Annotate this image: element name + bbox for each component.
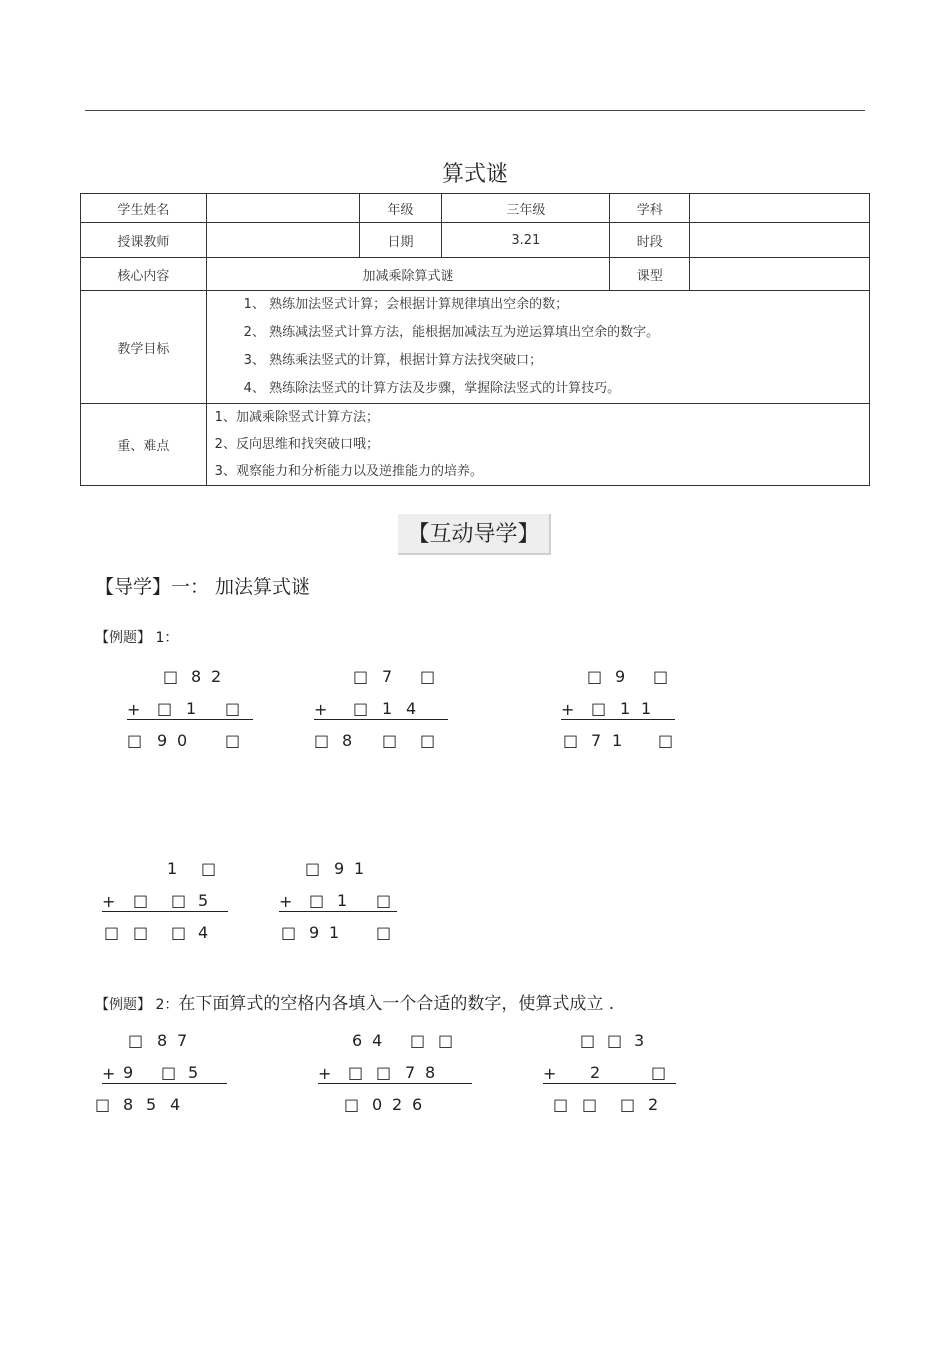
- puzzle-digit: □: [133, 891, 149, 910]
- puzzle-digit: 1: [329, 923, 340, 942]
- puzzle-digit: 1: [186, 699, 197, 718]
- puzzle-digit: □: [591, 699, 607, 718]
- puzzle-digit: □: [582, 1095, 598, 1114]
- puzzle-digit: 6: [352, 1031, 363, 1050]
- puzzle-digit: +: [543, 1064, 557, 1083]
- puzzle-digit: 2: [211, 667, 222, 686]
- puzzle-underline: [102, 911, 228, 912]
- example-1-heading: [95, 627, 178, 647]
- puzzle-digit: □: [201, 859, 217, 878]
- goal-item: 4、 熟练除法竖式的计算方法及步骤，掌握除法竖式的计算技巧。: [243, 381, 621, 396]
- puzzle-digit: □: [587, 667, 603, 686]
- puzzle-digit: □: [348, 1063, 364, 1082]
- puzzle-digit: 0: [372, 1095, 383, 1114]
- puzzle-digit: 1: [337, 891, 348, 910]
- puzzle-digit: □: [658, 731, 674, 750]
- puzzle-digit: 9: [123, 1063, 134, 1082]
- info-row-2: [81, 223, 870, 258]
- puzzle-digit: 7: [382, 667, 393, 686]
- lesson-subheading: 【导学】一： 加法算式谜: [95, 576, 311, 598]
- puzzle-digit: □: [410, 1031, 426, 1050]
- puzzle-digit: □: [382, 731, 398, 750]
- puzzle-digit: 3: [634, 1031, 645, 1050]
- puzzle-digit: 2: [590, 1063, 601, 1082]
- goal-item: 1、 熟练加法竖式计算；会根据计算规律填出空余的数；: [243, 297, 569, 312]
- period-cell: [690, 223, 870, 258]
- puzzle-digit: □: [171, 891, 187, 910]
- puzzle-digit: 1: [641, 699, 652, 718]
- goal-item: 3、 熟练乘法竖式的计算，根据计算方法找突破口；: [243, 353, 543, 368]
- puzzle-digit: 9: [157, 731, 168, 750]
- puzzle-digit: 4: [372, 1031, 383, 1050]
- puzzle-underline: [318, 1083, 472, 1084]
- puzzle-digit: □: [225, 731, 241, 750]
- puzzle-digit: 8: [157, 1031, 168, 1050]
- puzzle-digit: □: [353, 699, 369, 718]
- puzzle-digit: 5: [146, 1095, 157, 1114]
- info-row-keypoints: [81, 404, 870, 486]
- puzzle-digit: □: [376, 1063, 392, 1082]
- puzzle-digit: 7: [405, 1063, 416, 1082]
- example-2-label: 【例题】 2：: [95, 997, 179, 1013]
- puzzle-digit: 9: [309, 923, 320, 942]
- puzzle-digit: □: [376, 923, 392, 942]
- grade-value: 三年级: [442, 194, 610, 223]
- puzzle-digit: 1: [382, 699, 393, 718]
- grade-label: 年级: [359, 194, 442, 223]
- puzzle-digit: □: [420, 667, 436, 686]
- puzzle-digit: 4: [198, 923, 209, 942]
- puzzle-underline: [543, 1083, 676, 1084]
- puzzle-digit: □: [95, 1095, 111, 1114]
- core-content-value: 加减乘除算式谜: [206, 258, 610, 291]
- puzzle-digit: □: [104, 923, 120, 942]
- puzzle-digit: 0: [177, 731, 188, 750]
- example-1-label: 【例题】 1：: [95, 630, 179, 646]
- puzzle-digit: □: [563, 731, 579, 750]
- puzzle-digit: □: [653, 667, 669, 686]
- puzzle-digit: 2: [648, 1095, 659, 1114]
- teacher-cell: [206, 223, 359, 258]
- puzzle-digit: +: [102, 1064, 116, 1083]
- student-name-cell: [206, 194, 359, 223]
- puzzle-digit: □: [157, 699, 173, 718]
- puzzle-digit: □: [309, 891, 325, 910]
- lesson-info-table: [80, 193, 870, 486]
- section-title: 【互动导学】: [398, 514, 551, 555]
- puzzle-digit: 1: [612, 731, 623, 750]
- puzzle-digit: □: [161, 1063, 177, 1082]
- example-2-text: 在下面算式的空格内各填入一个合适的数字，使算式成立 .: [178, 994, 615, 1014]
- puzzle-digit: □: [128, 1031, 144, 1050]
- puzzle-digit: □: [281, 923, 297, 942]
- subject-cell: [690, 194, 870, 223]
- puzzle-digit: □: [607, 1031, 623, 1050]
- puzzle-digit: □: [620, 1095, 636, 1114]
- puzzle-digit: □: [651, 1063, 667, 1082]
- puzzle-digit: +: [314, 700, 328, 719]
- teaching-goals-label: 教学目标: [81, 291, 207, 404]
- puzzle-digit: 5: [198, 891, 209, 910]
- subject-label: 学科: [610, 194, 690, 223]
- puzzle-digit: 8: [123, 1095, 134, 1114]
- puzzle-digit: □: [553, 1095, 569, 1114]
- key-points-cell: [206, 404, 869, 486]
- teaching-goals-cell: [206, 291, 869, 404]
- puzzle-digit: 2: [392, 1095, 403, 1114]
- puzzle-digit: 8: [342, 731, 353, 750]
- key-points-label: 重、难点: [81, 404, 207, 486]
- puzzle-digit: □: [314, 731, 330, 750]
- puzzle-digit: 9: [334, 859, 345, 878]
- puzzle-underline: [279, 911, 397, 912]
- puzzle-digit: □: [305, 859, 321, 878]
- puzzle-digit: □: [133, 923, 149, 942]
- date-value: 3.21: [442, 223, 610, 258]
- puzzle-digit: +: [279, 892, 293, 911]
- puzzle-digit: 8: [425, 1063, 436, 1082]
- date-label: 日期: [359, 223, 442, 258]
- puzzle-digit: □: [420, 731, 436, 750]
- puzzle-digit: +: [318, 1064, 332, 1083]
- puzzle-digit: □: [127, 731, 143, 750]
- puzzle-digit: 4: [406, 699, 417, 718]
- puzzle-underline: [127, 719, 253, 720]
- puzzle-digit: 6: [412, 1095, 423, 1114]
- teacher-label: 授课教师: [81, 223, 207, 258]
- key-point-item: 1、加减乘除竖式计算方法；: [214, 410, 379, 425]
- puzzle-digit: □: [225, 699, 241, 718]
- puzzle-digit: 4: [170, 1095, 181, 1114]
- example-2-heading: [95, 989, 614, 1014]
- puzzle-digit: □: [376, 891, 392, 910]
- key-point-item: 2、反向思维和找突破口哦；: [214, 437, 379, 452]
- document-title: 算式谜: [441, 162, 508, 187]
- puzzle-digit: +: [127, 700, 141, 719]
- puzzle-digit: □: [163, 667, 179, 686]
- puzzle-digit: □: [580, 1031, 596, 1050]
- period-label: 时段: [610, 223, 690, 258]
- lesson-type-label: 课型: [610, 258, 690, 291]
- puzzle-digit: 1: [354, 859, 365, 878]
- puzzle-underline: [561, 719, 675, 720]
- puzzle-digit: □: [171, 923, 187, 942]
- puzzle-digit: 1: [167, 859, 178, 878]
- puzzle-digit: □: [344, 1095, 360, 1114]
- info-row-goals: [81, 291, 870, 404]
- puzzle-digit: +: [102, 892, 116, 911]
- puzzle-digit: 1: [620, 699, 631, 718]
- info-row-3: [81, 258, 870, 291]
- core-content-label: 核心内容: [81, 258, 207, 291]
- puzzle-digit: 5: [188, 1063, 199, 1082]
- puzzle-digit: □: [438, 1031, 454, 1050]
- student-name-label: 学生姓名: [81, 194, 207, 223]
- puzzle-digit: □: [353, 667, 369, 686]
- puzzle-digit: 7: [177, 1031, 188, 1050]
- puzzle-digit: 8: [191, 667, 202, 686]
- info-row-1: [81, 194, 870, 223]
- puzzle-digit: +: [561, 700, 575, 719]
- header-rule: [85, 110, 865, 111]
- puzzle-underline: [102, 1083, 227, 1084]
- key-point-item: 3、观察能力和分析能力以及逆推能力的培养。: [214, 464, 483, 479]
- goal-item: 2、 熟练减法竖式计算方法，能根据加减法互为逆运算填出空余的数字。: [243, 325, 660, 340]
- puzzle-underline: [314, 719, 448, 720]
- puzzle-digit: 7: [591, 731, 602, 750]
- lesson-type-cell: [690, 258, 870, 291]
- puzzle-digit: 9: [615, 667, 626, 686]
